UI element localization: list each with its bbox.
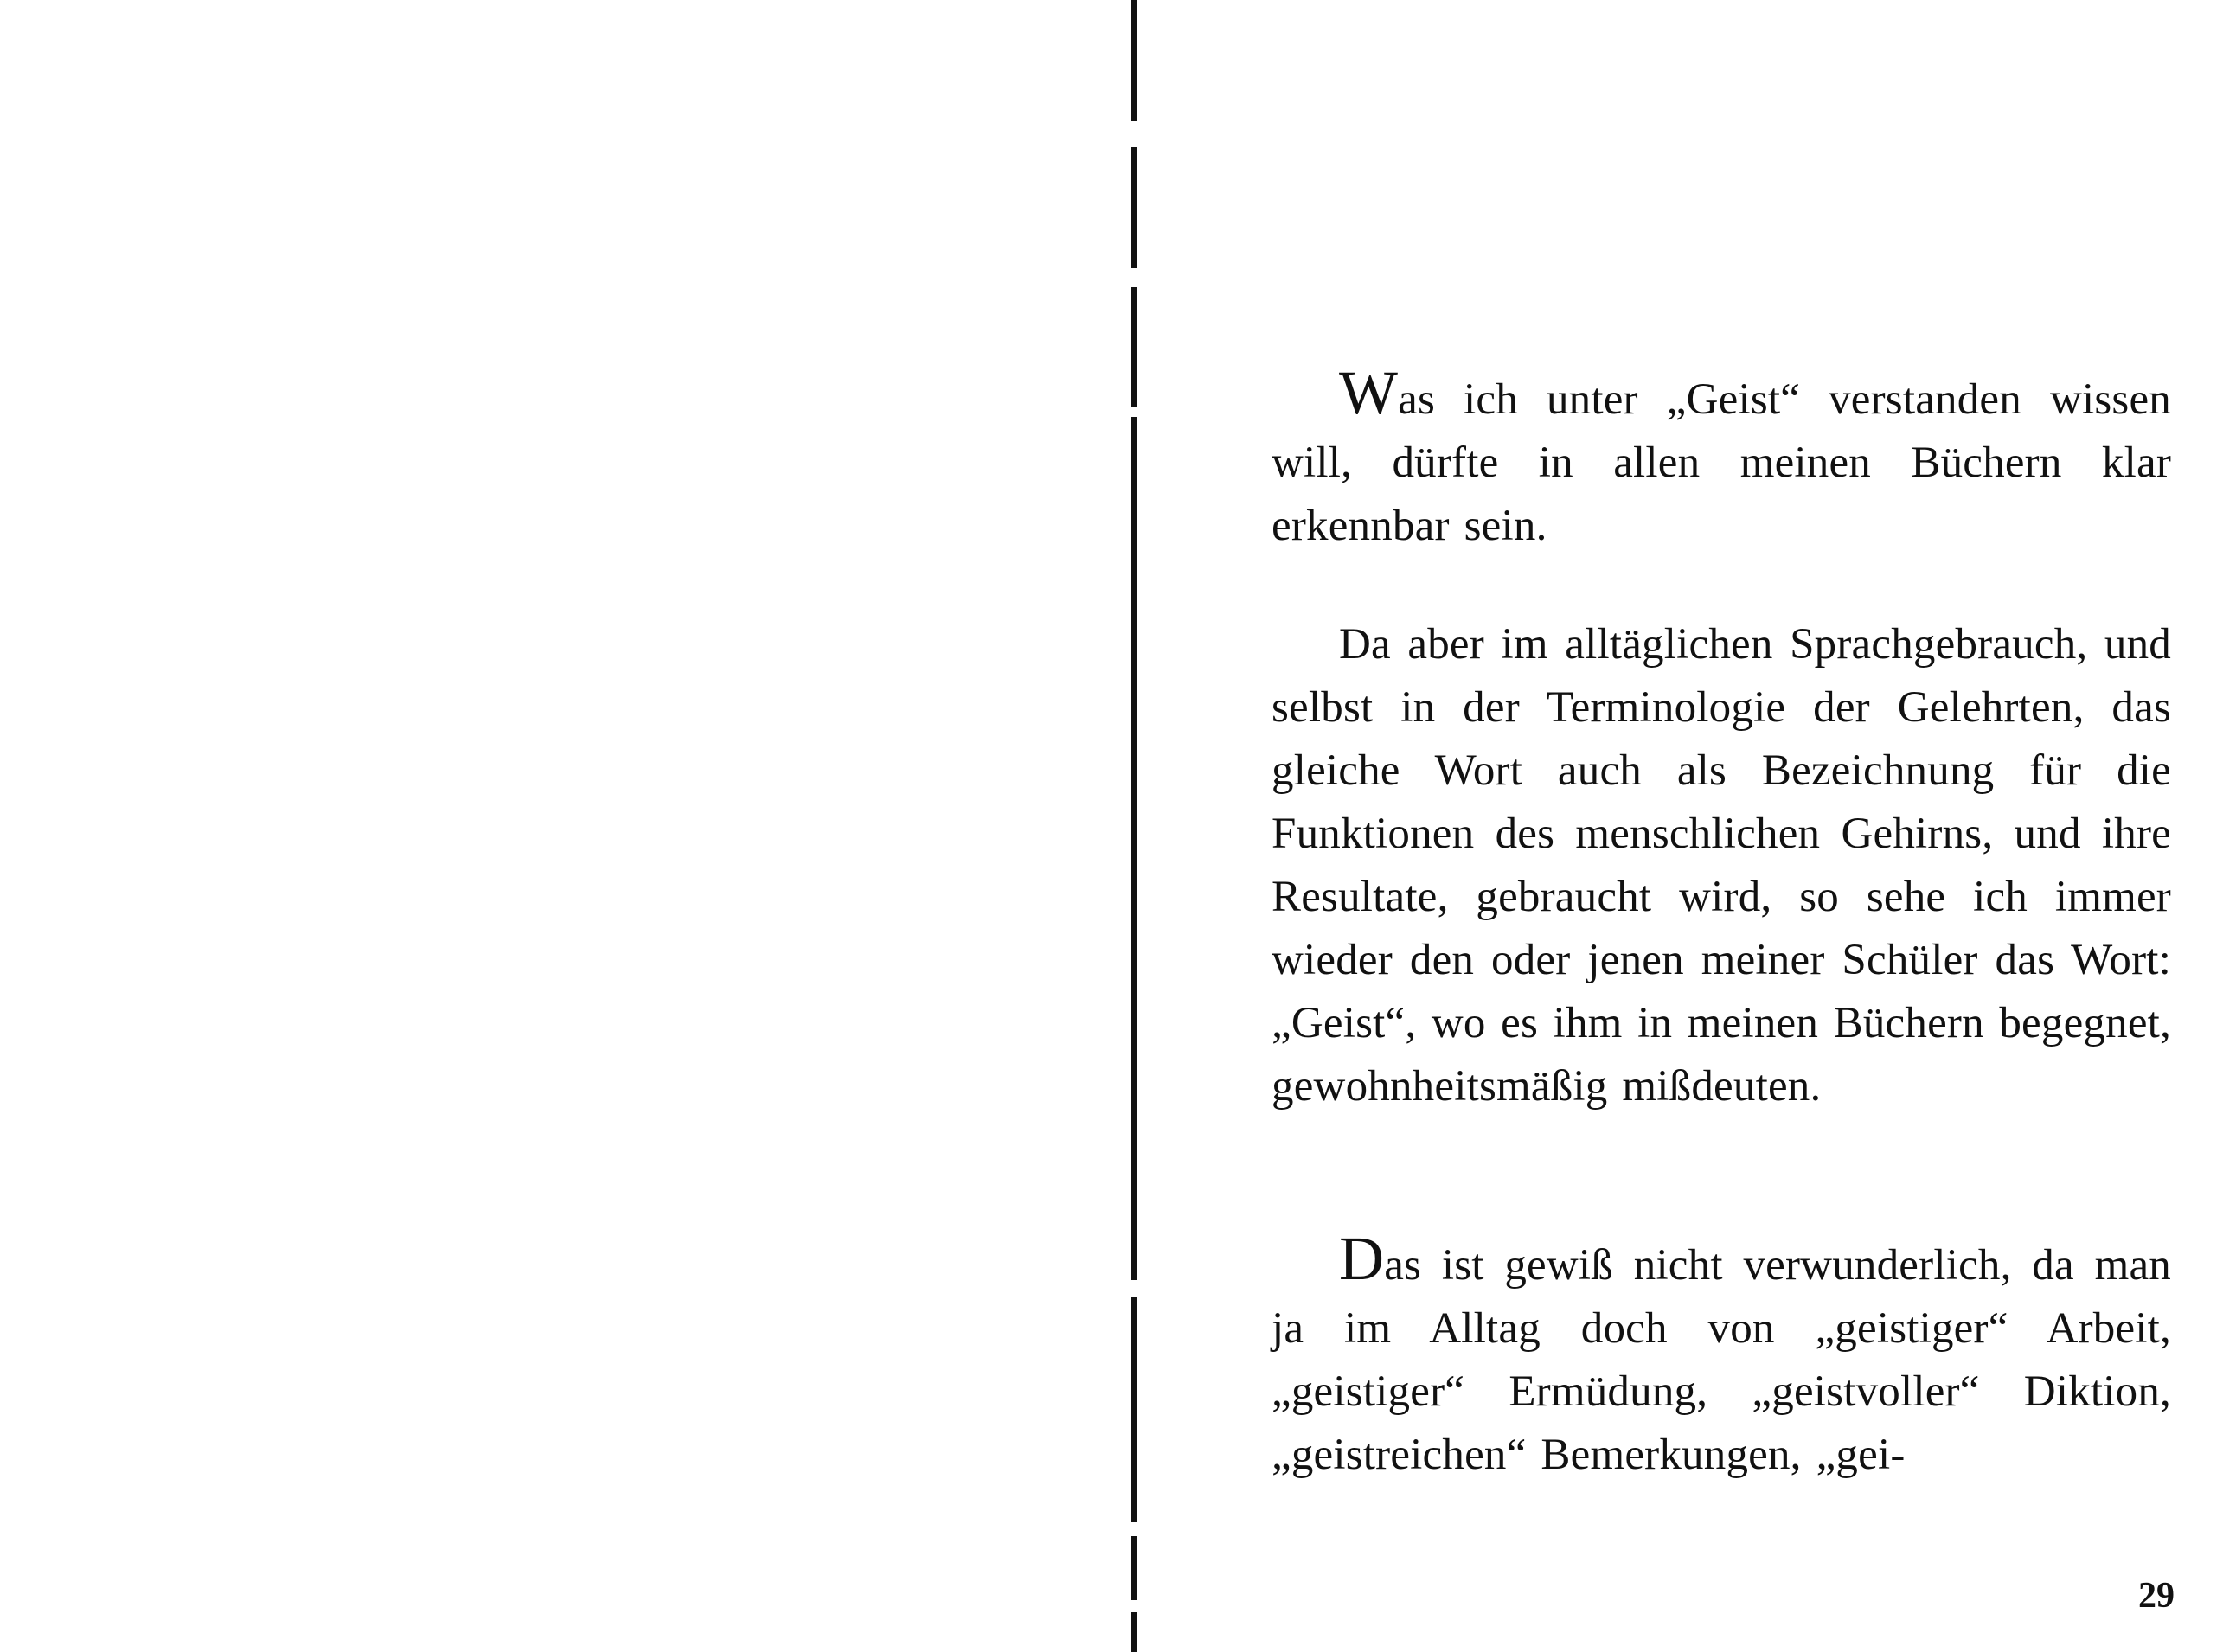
gutter-gap	[1130, 1280, 1138, 1297]
initial-letter: D	[1339, 1224, 1385, 1293]
gutter-gap	[1130, 1600, 1138, 1612]
gutter-gap	[1130, 268, 1138, 287]
book-gutter-line	[1131, 0, 1137, 1652]
right-page	[1140, 0, 2223, 1652]
gutter-gap	[1130, 121, 1138, 147]
page-number: 29	[2138, 1576, 2175, 1616]
gutter-gap	[1130, 407, 1138, 417]
initial-letter: W	[1339, 358, 1399, 427]
paragraph-3	[1272, 1224, 2171, 1487]
body-text	[1272, 358, 2171, 1487]
paragraph-text: as ist gewiß nicht verwunderlich, da man ja im Alltag doch von „geistiger“ Arbeit, „geistiger“ Ermüdung, „geistvoller“ Diktion, „geistreichen“ Bemerkungen, „gei-	[1272, 1241, 2171, 1479]
paragraph-1	[1272, 358, 2171, 558]
paragraph-text: as ich unter „Geist“ verstanden wissen will, dürfte in allen meinen Büchern klar erkennbar sein.	[1272, 375, 2171, 550]
gutter-gap	[1130, 1522, 1138, 1536]
paragraph-text: Da aber im alltäglichen Sprachgebrauch, und selbst in der Terminologie der Gelehrten, das gleiche Wort auch als Bezeichnung für die Funktionen des menschlichen Gehirns, und ihre Resultate, gebraucht wird, so sehe ich immer wieder den oder jenen meiner Schüler das Wort: „Geist“, wo es ihm in meinen Büchern begegnet, gewohnheitsmäßig mißdeuten.	[1272, 620, 2171, 1111]
paragraph-2	[1272, 613, 2171, 1118]
